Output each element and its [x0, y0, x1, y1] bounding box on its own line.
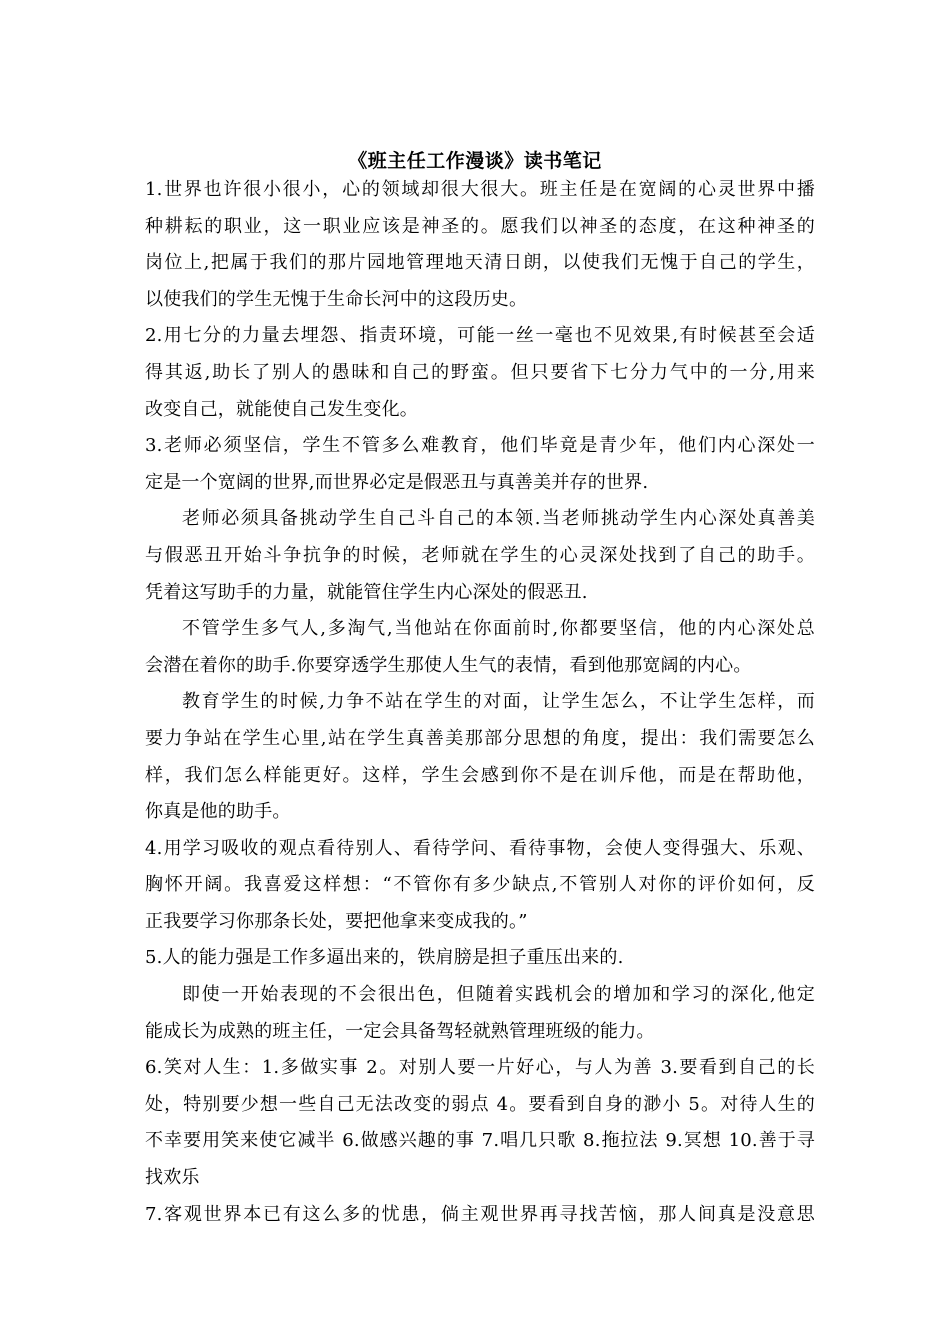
document-body — [145, 172, 815, 1233]
text-line: 3.老师必须坚信，学生不管多么难教育，他们毕竟是青少年，他们内心深处一 — [145, 435, 815, 457]
text-line: 改变自己，就能使自己发生变化。 — [145, 398, 418, 420]
text-line: 4.用学习吸收的观点看待别人、看待学问、看待事物，会使人变得强大、乐观、 — [145, 837, 815, 859]
text-line: 老师必须具备挑动学生自己斗自己的本领.当老师挑动学生内心深处真善美 — [182, 508, 815, 530]
text-line: 凭着这写助手的力量，就能管住学生内心深处的假恶丑. — [145, 581, 588, 603]
text-line: 以使我们的学生无愧于生命长河中的这段历史。 — [145, 288, 528, 310]
text-line: 胸怀开阔。我喜爱这样想：“不管你有多少缺点,不管别人对你的评价如何，反 — [145, 874, 815, 896]
text-line: 2.用七分的力量去埋怨、指责环境，可能一丝一毫也不见效果,有时候甚至会适 — [145, 325, 815, 347]
text-line: 6.笑对人生：1.多做实事 2。对别人要一片好心，与人为善 3.要看到自己的长 — [145, 1057, 815, 1079]
text-line: 7.客观世界本已有这么多的忧患，倘主观世界再寻找苦恼，那人间真是没意思 — [145, 1203, 815, 1225]
text-line: 不管学生多气人,多淘气,当他站在你面前时,你都要坚信，他的内心深处总 — [182, 618, 815, 640]
text-line: 教育学生的时候,力争不站在学生的对面，让学生怎么，不让学生怎样，而 — [182, 691, 815, 713]
text-line: 找欢乐 — [145, 1167, 200, 1189]
text-line: 处，特别要少想一些自己无法改变的弱点 4。要看到自身的渺小 5。对待人生的 — [145, 1093, 815, 1115]
text-line: 样，我们怎么样能更好。这样，学生会感到你不是在训斥他，而是在帮助他， — [145, 764, 815, 786]
text-line: 5.人的能力强是工作多逼出来的，铁肩膀是担子重压出来的. — [145, 947, 624, 969]
text-line: 会潜在着你的助手.你要穿透学生那使人生气的表情，看到他那宽阔的内心。 — [145, 654, 752, 676]
text-line: 得其返,助长了别人的愚昧和自己的野蛮。但只要省下七分力气中的一分,用来 — [145, 361, 815, 383]
text-line: 岗位上,把属于我们的那片园地管理地天清日朗，以使我们无愧于自己的学生， — [145, 252, 815, 274]
text-line: 定是一个宽阔的世界,而世界必定是假恶丑与真善美并存的世界. — [145, 471, 649, 493]
text-line: 1.世界也许很小很小，心的领域却很大很大。班主任是在宽阔的心灵世界中播 — [145, 179, 815, 200]
text-line: 不幸要用笑来使它减半 6.做感兴趣的事 7.唱几只歌 8.拖拉法 9.冥想 10.善于寻 — [145, 1130, 815, 1152]
document-title: 《班主任工作漫谈》读书笔记 — [348, 150, 602, 172]
text-line: 正我要学习你那条长处，要把他拿来变成我的。” — [145, 910, 528, 932]
text-line: 即使一开始表现的不会很出色，但随着实践机会的增加和学习的深化,他定 — [182, 984, 815, 1006]
text-line: 种耕耘的职业，这一职业应该是神圣的。愿我们以神圣的态度，在这种神圣的 — [145, 215, 815, 237]
text-line: 能成长为成熟的班主任，一定会具备驾轻就熟管理班级的能力。 — [145, 1020, 655, 1042]
text-line: 要力争站在学生心里,站在学生真善美那部分思想的角度，提出：我们需要怎么 — [145, 727, 815, 749]
text-line: 你真是他的助手。 — [145, 801, 291, 823]
text-line: 与假恶丑开始斗争抗争的时候，老师就在学生的心灵深处找到了自己的助手。 — [145, 544, 815, 566]
